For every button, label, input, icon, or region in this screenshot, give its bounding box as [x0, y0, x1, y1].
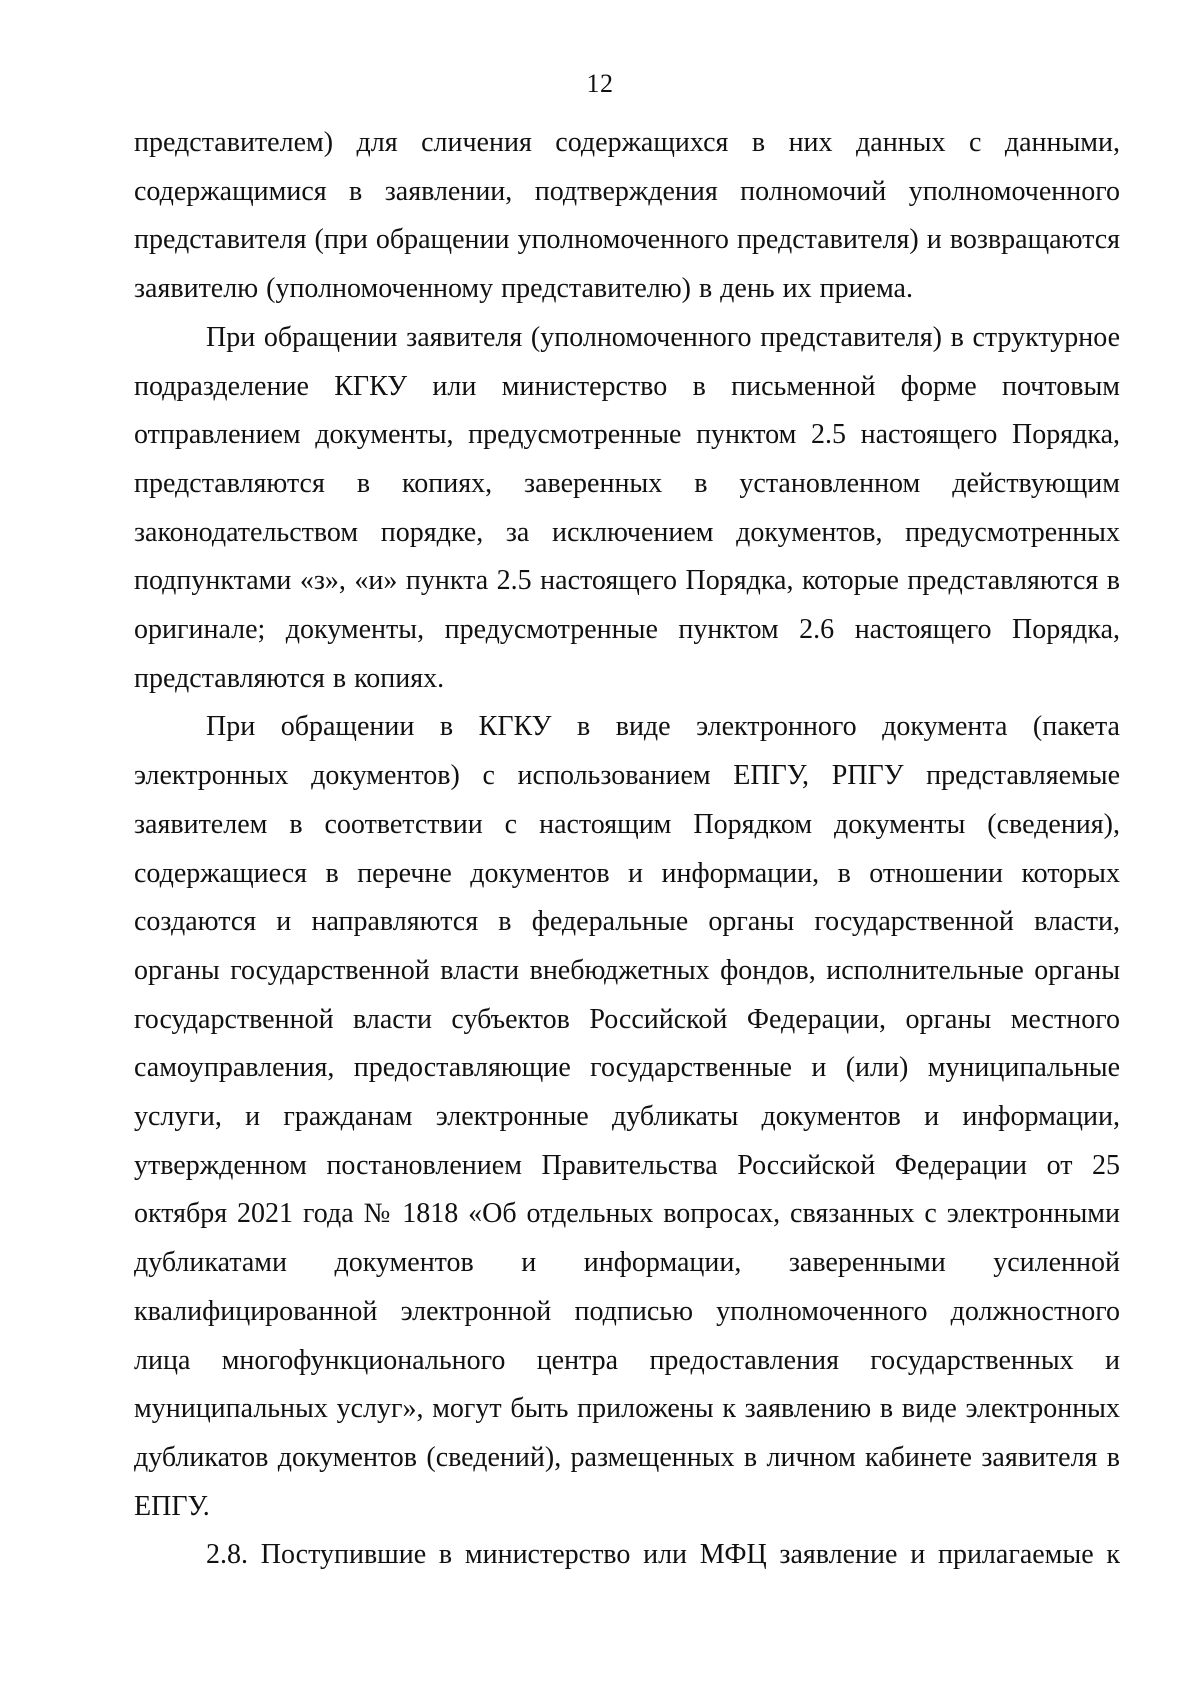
- paragraph-postal-submission: При обращении заявителя (уполномоченного представителя) в структурное подразделение КГКУ или министерство в письменной форме почтовым отправлением документы, предусмотренные пунктом 2.5 настоящего Порядка, представляются в копиях, заверенных в установленном действующим законодательством порядке, за исключением документов, предусмотренных подпунктами «з», «и» пункта 2.5 настоящего Порядка, которые представляются в оригинале; документы, предусмотренные пунктом 2.6 настоящего Порядка, представляются в копиях.: [134, 321, 1120, 694]
- page-number: 12: [586, 69, 614, 98]
- paragraph-clause-2-8: 2.8. Поступившие в министерство или МФЦ заявление и прилагаемые к: [206, 1539, 1120, 1571]
- paragraph-electronic-submission: При обращении в КГКУ в виде электронного документа (пакета электронных документов) с использованием ЕПГУ, РПГУ представляемые заявителем в соответствии с настоящим Порядком документы (сведения), содержащиеся в перечне документов и информации, в отношении которых создаются и направляются в федеральные органы государственной власти, органы государственной власти внебюджетных фондов, исполнительные органы государственной власти субъектов Российской Федерации, органы местного самоуправления, предоставляющие государственные и (или) муниципальные услуги, и гражданам электронные дубликаты документов и информации, утвержденном постановлением Правительства Российской Федерации от 25 октября 2021 года № 1818 «Об отдельных вопросах, связанных с электронными дубликатами документов и информации, заверенными усиленной квалифицированной электронной подписью уполномоченного должностного лица многофункционального центра предоставления государственных и муниципальных услуг», могут быть приложены к заявлению в виде электронных дубликатов документов (сведений), размещенных в личном кабинете заявителя в ЕПГУ.: [134, 711, 1120, 1522]
- document-body: [134, 119, 1120, 1580]
- paragraph-continuation: представителем) для сличения содержащихся в них данных с данными, содержащимися в заявлении, подтверждения полномочий уполномоченного представителя (при обращении уполномоченного представителя) и возвращаются заявителю (уполномоченному представителю) в день их приема.: [134, 127, 1120, 305]
